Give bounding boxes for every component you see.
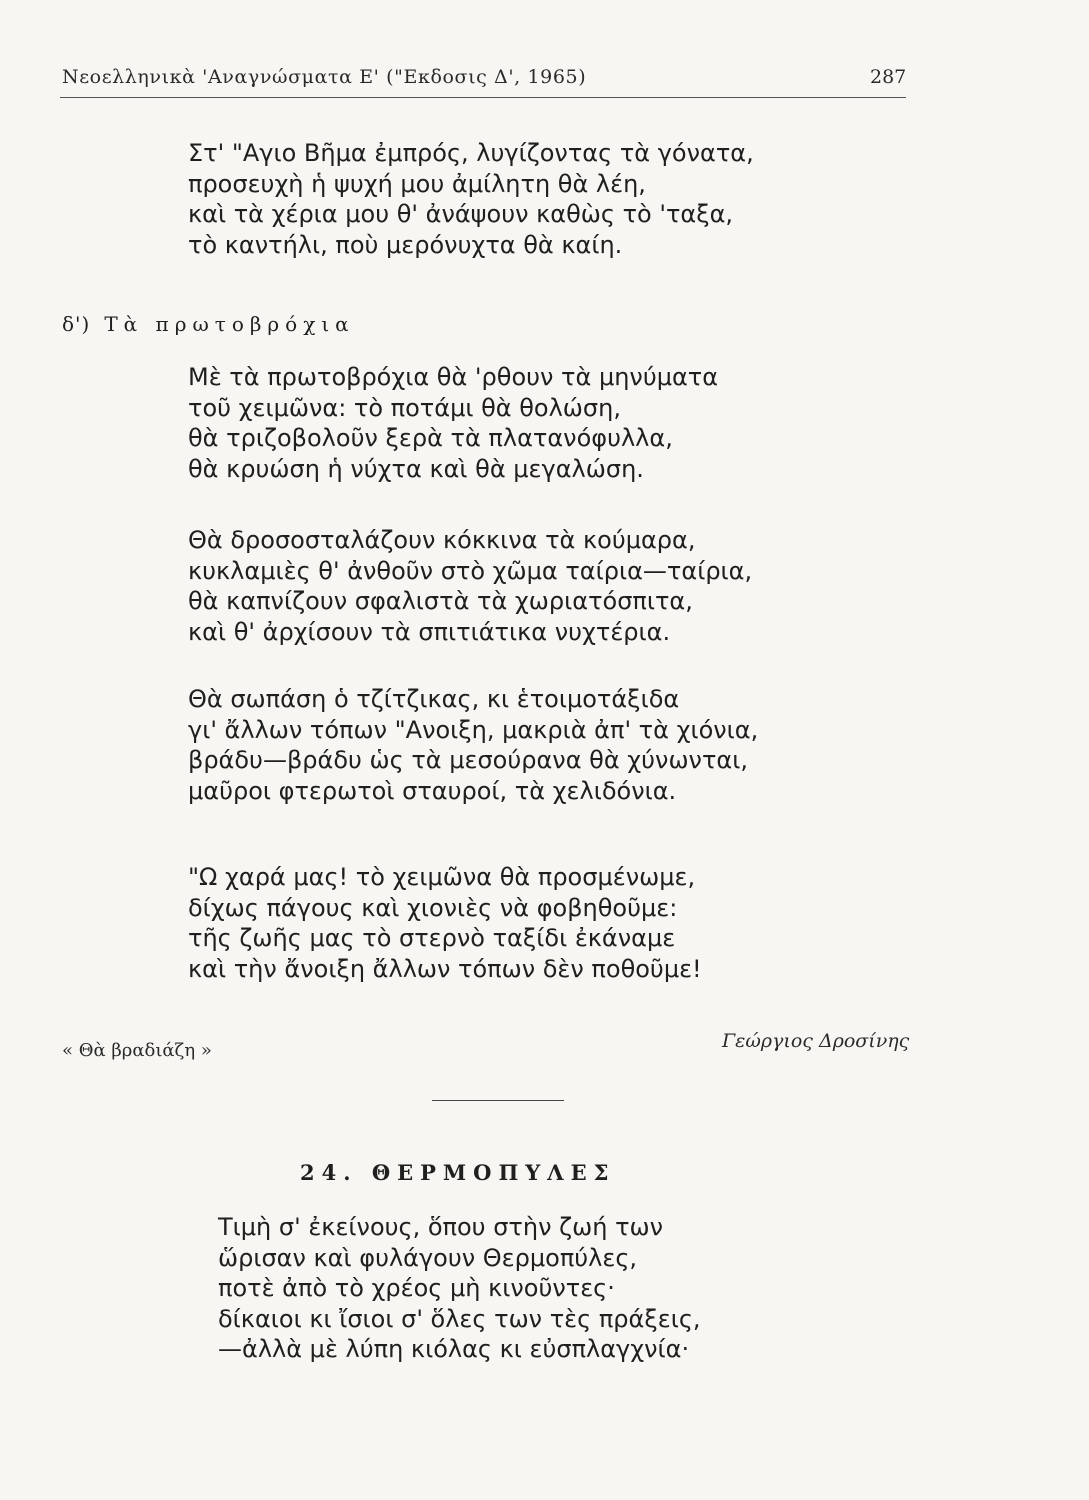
verse-line: καὶ τὰ χέρια μου θ' ἀνάψουν καθὼς τὸ 'ταξα,	[188, 200, 734, 228]
verse-line: Στ' "Αγιο Βῆμα ἐμπρός, λυγίζοντας τὰ γόνατα,	[188, 139, 754, 167]
verse-line: γι' ἄλλων τόπων "Ανοιξη, μακριὰ ἀπ' τὰ χιόνια,	[188, 715, 759, 744]
running-header-title: Νεοελληνικὰ 'Αναγνώσματα Ε' ("Εκδοσις Δ', 1965)	[62, 66, 587, 88]
section-heading	[62, 312, 355, 336]
verse-line: θὰ καπνίζουν σφαλιστὰ τὰ χωριατόσπιτα,	[188, 587, 693, 615]
poem-24-stanza	[218, 1212, 701, 1365]
header-rule	[60, 97, 906, 98]
stanza-d	[188, 684, 758, 806]
poem-title: 24. ΘΕΡΜΟΠΥΛΕΣ	[300, 1160, 616, 1185]
verse-line: καὶ τὴν ἄνοιξη ἄλλων τόπων δὲν ποθοῦμε!	[188, 954, 702, 983]
stanza-b	[188, 362, 718, 484]
stanza-a	[188, 138, 754, 260]
verse-line: Θὰ δροσοσταλάζουν κόκκινα τὰ κούμαρα,	[188, 526, 696, 554]
verse-line: κυκλαμιὲς θ' ἀνθοῦν στὸ χῶμα ταίρια—ταίρια,	[188, 556, 753, 585]
verse-line: τῆς ζωῆς μας τὸ στερνὸ ταξίδι ἐκάναμε	[188, 924, 676, 952]
stanza-c	[188, 525, 752, 647]
source-author: Γεώργιος Δροσίνης	[722, 1030, 910, 1052]
verse-line: "Ω χαρά μας! τὸ χειμῶνα θὰ προσμένωμε,	[188, 863, 696, 891]
verse-line: μαῦροι φτερωτοὶ σταυροί, τὰ χελιδόνια.	[188, 776, 677, 805]
verse-line: δίκαιοι κι ἴσιοι σ' ὅλες των τὲς πράξεις,	[218, 1304, 701, 1333]
stanza-e	[188, 862, 702, 984]
verse-line: Θὰ σωπάση ὁ τζίτζικας, κι ἑτοιμοτάξιδα	[188, 685, 680, 713]
verse-line: Μὲ τὰ πρωτοβρόχια θὰ 'ρθουν τὰ μηνύματα	[188, 363, 719, 391]
verse-line: Τιμὴ σ' ἐκείνους, ὅπου στὴν ζωή των	[218, 1213, 664, 1241]
verse-line: θὰ τριζοβολοῦν ξερὰ τὰ πλατανόφυλλα,	[188, 424, 673, 452]
verse-line: ὥρισαν καὶ φυλάγουν Θερμοπύλες,	[218, 1243, 638, 1272]
verse-line: θὰ κρυώση ἡ νύχτα καὶ θὰ μεγαλώση.	[188, 454, 644, 483]
verse-line: βράδυ—βράδυ ὡς τὰ μεσούρανα θὰ χύνωνται,	[188, 746, 748, 774]
verse-line: τοῦ χειμῶνα: τὸ ποτάμι θὰ θολώση,	[188, 393, 621, 422]
verse-line: προσευχὴ ἡ ψυχή μου ἀμίλητη θὰ λέη,	[188, 169, 646, 198]
section-divider	[432, 1100, 564, 1101]
section-title: Τὰ πρωτοβρόχια	[104, 312, 355, 336]
verse-line: ποτὲ ἀπὸ τὸ χρέος μὴ κινοῦντες·	[218, 1274, 615, 1302]
source-work-title: « Θὰ βραδιάζη »	[62, 1040, 212, 1061]
verse-line: καὶ θ' ἀρχίσουν τὰ σπιτιάτικα νυχτέρια.	[188, 617, 671, 646]
verse-line: τὸ καντήλι, ποὺ μερόνυχτα θὰ καίη.	[188, 230, 623, 259]
verse-line: —ἀλλὰ μὲ λύπη κιόλας κι εὐσπλαγχνία·	[218, 1335, 690, 1363]
section-marker: δ')	[62, 312, 91, 336]
page-number: 287	[870, 66, 907, 88]
verse-line: δίχως πάγους καὶ χιονιὲς νὰ φοβηθοῦμε:	[188, 893, 678, 922]
